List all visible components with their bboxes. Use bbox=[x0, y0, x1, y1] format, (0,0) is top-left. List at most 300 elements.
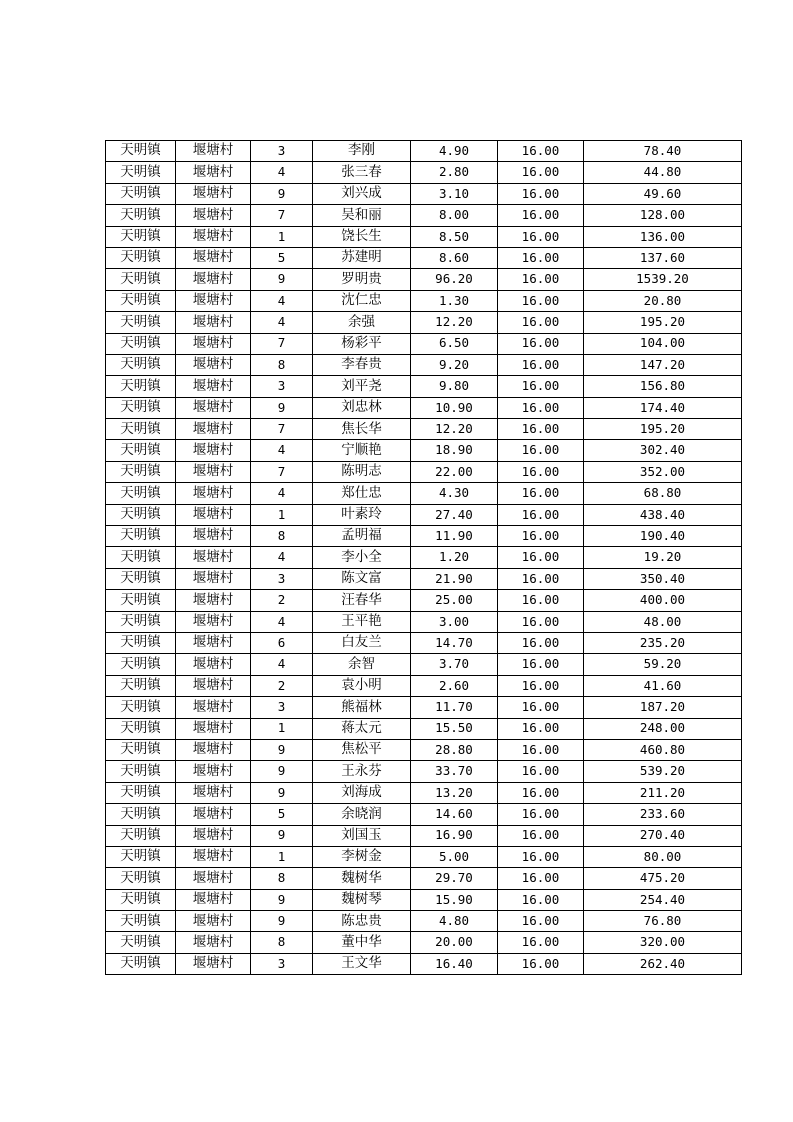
name-cell: 孟明福 bbox=[313, 526, 411, 547]
rate-cell: 16.00 bbox=[498, 547, 584, 568]
table-row bbox=[106, 354, 742, 375]
name-cell: 王文华 bbox=[313, 953, 411, 974]
amount-cell: 44.80 bbox=[584, 162, 742, 183]
rate-cell: 16.00 bbox=[498, 247, 584, 268]
village-cell: 堰塘村 bbox=[176, 911, 251, 932]
village-cell: 堰塘村 bbox=[176, 825, 251, 846]
rate-cell: 16.00 bbox=[498, 846, 584, 867]
village-cell: 堰塘村 bbox=[176, 697, 251, 718]
town-cell: 天明镇 bbox=[106, 590, 176, 611]
area-cell: 9.20 bbox=[411, 354, 498, 375]
amount-cell: 270.40 bbox=[584, 825, 742, 846]
name-cell: 刘国玉 bbox=[313, 825, 411, 846]
town-cell: 天明镇 bbox=[106, 333, 176, 354]
area-cell: 15.90 bbox=[411, 889, 498, 910]
village-cell: 堰塘村 bbox=[176, 526, 251, 547]
group-cell: 8 bbox=[251, 932, 313, 953]
table-row bbox=[106, 761, 742, 782]
name-cell: 李刚 bbox=[313, 141, 411, 162]
town-cell: 天明镇 bbox=[106, 568, 176, 589]
table-row bbox=[106, 483, 742, 504]
amount-cell: 104.00 bbox=[584, 333, 742, 354]
group-cell: 9 bbox=[251, 889, 313, 910]
amount-cell: 195.20 bbox=[584, 419, 742, 440]
town-cell: 天明镇 bbox=[106, 354, 176, 375]
area-cell: 9.80 bbox=[411, 376, 498, 397]
village-cell: 堰塘村 bbox=[176, 183, 251, 204]
table-row bbox=[106, 825, 742, 846]
name-cell: 张三春 bbox=[313, 162, 411, 183]
group-cell: 9 bbox=[251, 782, 313, 803]
area-cell: 16.90 bbox=[411, 825, 498, 846]
village-cell: 堰塘村 bbox=[176, 205, 251, 226]
area-cell: 1.20 bbox=[411, 547, 498, 568]
group-cell: 8 bbox=[251, 868, 313, 889]
rate-cell: 16.00 bbox=[498, 739, 584, 760]
name-cell: 刘忠林 bbox=[313, 397, 411, 418]
table-row bbox=[106, 397, 742, 418]
table-row bbox=[106, 675, 742, 696]
amount-cell: 233.60 bbox=[584, 804, 742, 825]
amount-cell: 48.00 bbox=[584, 611, 742, 632]
village-cell: 堰塘村 bbox=[176, 376, 251, 397]
name-cell: 袁小明 bbox=[313, 675, 411, 696]
name-cell: 王永芬 bbox=[313, 761, 411, 782]
town-cell: 天明镇 bbox=[106, 269, 176, 290]
name-cell: 陈文富 bbox=[313, 568, 411, 589]
group-cell: 9 bbox=[251, 761, 313, 782]
table-row bbox=[106, 953, 742, 974]
table-row bbox=[106, 804, 742, 825]
group-cell: 4 bbox=[251, 547, 313, 568]
village-cell: 堰塘村 bbox=[176, 461, 251, 482]
amount-cell: 460.80 bbox=[584, 739, 742, 760]
area-cell: 5.00 bbox=[411, 846, 498, 867]
group-cell: 4 bbox=[251, 312, 313, 333]
group-cell: 5 bbox=[251, 247, 313, 268]
amount-cell: 1539.20 bbox=[584, 269, 742, 290]
name-cell: 李树金 bbox=[313, 846, 411, 867]
table-row bbox=[106, 697, 742, 718]
amount-cell: 187.20 bbox=[584, 697, 742, 718]
rate-cell: 16.00 bbox=[498, 397, 584, 418]
village-cell: 堰塘村 bbox=[176, 141, 251, 162]
amount-cell: 76.80 bbox=[584, 911, 742, 932]
amount-cell: 539.20 bbox=[584, 761, 742, 782]
name-cell: 刘海成 bbox=[313, 782, 411, 803]
group-cell: 9 bbox=[251, 397, 313, 418]
village-cell: 堰塘村 bbox=[176, 568, 251, 589]
village-cell: 堰塘村 bbox=[176, 590, 251, 611]
area-cell: 6.50 bbox=[411, 333, 498, 354]
area-cell: 21.90 bbox=[411, 568, 498, 589]
table-row bbox=[106, 226, 742, 247]
name-cell: 杨彩平 bbox=[313, 333, 411, 354]
village-cell: 堰塘村 bbox=[176, 483, 251, 504]
table-row bbox=[106, 547, 742, 568]
table-row bbox=[106, 590, 742, 611]
group-cell: 2 bbox=[251, 675, 313, 696]
town-cell: 天明镇 bbox=[106, 846, 176, 867]
table-row bbox=[106, 739, 742, 760]
town-cell: 天明镇 bbox=[106, 440, 176, 461]
name-cell: 吴和丽 bbox=[313, 205, 411, 226]
area-cell: 11.70 bbox=[411, 697, 498, 718]
town-cell: 天明镇 bbox=[106, 504, 176, 525]
town-cell: 天明镇 bbox=[106, 718, 176, 739]
amount-cell: 350.40 bbox=[584, 568, 742, 589]
name-cell: 董中华 bbox=[313, 932, 411, 953]
town-cell: 天明镇 bbox=[106, 825, 176, 846]
area-cell: 2.60 bbox=[411, 675, 498, 696]
name-cell: 刘平尧 bbox=[313, 376, 411, 397]
village-cell: 堰塘村 bbox=[176, 782, 251, 803]
rate-cell: 16.00 bbox=[498, 333, 584, 354]
town-cell: 天明镇 bbox=[106, 141, 176, 162]
name-cell: 魏树华 bbox=[313, 868, 411, 889]
area-cell: 28.80 bbox=[411, 739, 498, 760]
rate-cell: 16.00 bbox=[498, 354, 584, 375]
village-cell: 堰塘村 bbox=[176, 504, 251, 525]
area-cell: 4.80 bbox=[411, 911, 498, 932]
village-cell: 堰塘村 bbox=[176, 889, 251, 910]
rate-cell: 16.00 bbox=[498, 804, 584, 825]
rate-cell: 16.00 bbox=[498, 590, 584, 611]
table-row bbox=[106, 611, 742, 632]
town-cell: 天明镇 bbox=[106, 868, 176, 889]
area-cell: 2.80 bbox=[411, 162, 498, 183]
name-cell: 余强 bbox=[313, 312, 411, 333]
name-cell: 陈明志 bbox=[313, 461, 411, 482]
area-cell: 4.90 bbox=[411, 141, 498, 162]
town-cell: 天明镇 bbox=[106, 397, 176, 418]
town-cell: 天明镇 bbox=[106, 697, 176, 718]
village-cell: 堰塘村 bbox=[176, 868, 251, 889]
town-cell: 天明镇 bbox=[106, 526, 176, 547]
table-row bbox=[106, 932, 742, 953]
rate-cell: 16.00 bbox=[498, 183, 584, 204]
table-row bbox=[106, 911, 742, 932]
village-cell: 堰塘村 bbox=[176, 269, 251, 290]
village-cell: 堰塘村 bbox=[176, 440, 251, 461]
group-cell: 1 bbox=[251, 718, 313, 739]
table-row bbox=[106, 782, 742, 803]
name-cell: 郑仕忠 bbox=[313, 483, 411, 504]
rate-cell: 16.00 bbox=[498, 440, 584, 461]
amount-cell: 19.20 bbox=[584, 547, 742, 568]
group-cell: 3 bbox=[251, 568, 313, 589]
amount-cell: 195.20 bbox=[584, 312, 742, 333]
rate-cell: 16.00 bbox=[498, 290, 584, 311]
rate-cell: 16.00 bbox=[498, 889, 584, 910]
town-cell: 天明镇 bbox=[106, 932, 176, 953]
name-cell: 饶长生 bbox=[313, 226, 411, 247]
rate-cell: 16.00 bbox=[498, 632, 584, 653]
name-cell: 宁顺艳 bbox=[313, 440, 411, 461]
table-row bbox=[106, 461, 742, 482]
area-cell: 20.00 bbox=[411, 932, 498, 953]
amount-cell: 20.80 bbox=[584, 290, 742, 311]
group-cell: 4 bbox=[251, 290, 313, 311]
name-cell: 余晓润 bbox=[313, 804, 411, 825]
table-row bbox=[106, 718, 742, 739]
group-cell: 4 bbox=[251, 162, 313, 183]
town-cell: 天明镇 bbox=[106, 804, 176, 825]
amount-cell: 41.60 bbox=[584, 675, 742, 696]
rate-cell: 16.00 bbox=[498, 312, 584, 333]
name-cell: 刘兴成 bbox=[313, 183, 411, 204]
town-cell: 天明镇 bbox=[106, 205, 176, 226]
rate-cell: 16.00 bbox=[498, 461, 584, 482]
name-cell: 罗明贵 bbox=[313, 269, 411, 290]
rate-cell: 16.00 bbox=[498, 483, 584, 504]
table-row bbox=[106, 376, 742, 397]
village-cell: 堰塘村 bbox=[176, 226, 251, 247]
name-cell: 白友兰 bbox=[313, 632, 411, 653]
town-cell: 天明镇 bbox=[106, 611, 176, 632]
town-cell: 天明镇 bbox=[106, 675, 176, 696]
table-row bbox=[106, 333, 742, 354]
rate-cell: 16.00 bbox=[498, 911, 584, 932]
group-cell: 8 bbox=[251, 526, 313, 547]
table-body bbox=[106, 141, 742, 975]
village-cell: 堰塘村 bbox=[176, 804, 251, 825]
rate-cell: 16.00 bbox=[498, 419, 584, 440]
rate-cell: 16.00 bbox=[498, 697, 584, 718]
group-cell: 1 bbox=[251, 846, 313, 867]
group-cell: 4 bbox=[251, 440, 313, 461]
area-cell: 29.70 bbox=[411, 868, 498, 889]
town-cell: 天明镇 bbox=[106, 911, 176, 932]
table-row bbox=[106, 141, 742, 162]
rate-cell: 16.00 bbox=[498, 718, 584, 739]
amount-cell: 262.40 bbox=[584, 953, 742, 974]
name-cell: 熊福林 bbox=[313, 697, 411, 718]
town-cell: 天明镇 bbox=[106, 654, 176, 675]
table-row bbox=[106, 440, 742, 461]
table-row bbox=[106, 632, 742, 653]
name-cell: 王平艳 bbox=[313, 611, 411, 632]
village-cell: 堰塘村 bbox=[176, 654, 251, 675]
amount-cell: 68.80 bbox=[584, 483, 742, 504]
amount-cell: 248.00 bbox=[584, 718, 742, 739]
group-cell: 1 bbox=[251, 226, 313, 247]
table-row bbox=[106, 526, 742, 547]
rate-cell: 16.00 bbox=[498, 953, 584, 974]
table-row bbox=[106, 162, 742, 183]
amount-cell: 174.40 bbox=[584, 397, 742, 418]
rate-cell: 16.00 bbox=[498, 376, 584, 397]
group-cell: 4 bbox=[251, 654, 313, 675]
village-cell: 堰塘村 bbox=[176, 846, 251, 867]
town-cell: 天明镇 bbox=[106, 739, 176, 760]
town-cell: 天明镇 bbox=[106, 290, 176, 311]
group-cell: 7 bbox=[251, 333, 313, 354]
amount-cell: 156.80 bbox=[584, 376, 742, 397]
name-cell: 陈忠贵 bbox=[313, 911, 411, 932]
group-cell: 5 bbox=[251, 804, 313, 825]
area-cell: 3.70 bbox=[411, 654, 498, 675]
table-row bbox=[106, 183, 742, 204]
village-cell: 堰塘村 bbox=[176, 739, 251, 760]
table-row bbox=[106, 312, 742, 333]
rate-cell: 16.00 bbox=[498, 675, 584, 696]
area-cell: 16.40 bbox=[411, 953, 498, 974]
amount-cell: 80.00 bbox=[584, 846, 742, 867]
area-cell: 4.30 bbox=[411, 483, 498, 504]
amount-cell: 320.00 bbox=[584, 932, 742, 953]
area-cell: 3.10 bbox=[411, 183, 498, 204]
table-row bbox=[106, 290, 742, 311]
name-cell: 汪春华 bbox=[313, 590, 411, 611]
table-row bbox=[106, 247, 742, 268]
area-cell: 14.70 bbox=[411, 632, 498, 653]
group-cell: 8 bbox=[251, 354, 313, 375]
rate-cell: 16.00 bbox=[498, 141, 584, 162]
village-cell: 堰塘村 bbox=[176, 718, 251, 739]
town-cell: 天明镇 bbox=[106, 183, 176, 204]
rate-cell: 16.00 bbox=[498, 654, 584, 675]
group-cell: 1 bbox=[251, 504, 313, 525]
group-cell: 7 bbox=[251, 419, 313, 440]
village-cell: 堰塘村 bbox=[176, 419, 251, 440]
group-cell: 9 bbox=[251, 739, 313, 760]
rate-cell: 16.00 bbox=[498, 868, 584, 889]
name-cell: 余智 bbox=[313, 654, 411, 675]
area-cell: 8.60 bbox=[411, 247, 498, 268]
name-cell: 李春贵 bbox=[313, 354, 411, 375]
name-cell: 蒋太元 bbox=[313, 718, 411, 739]
amount-cell: 438.40 bbox=[584, 504, 742, 525]
area-cell: 15.50 bbox=[411, 718, 498, 739]
amount-cell: 59.20 bbox=[584, 654, 742, 675]
area-cell: 8.00 bbox=[411, 205, 498, 226]
town-cell: 天明镇 bbox=[106, 547, 176, 568]
area-cell: 33.70 bbox=[411, 761, 498, 782]
name-cell: 焦长华 bbox=[313, 419, 411, 440]
area-cell: 11.90 bbox=[411, 526, 498, 547]
name-cell: 沈仁忠 bbox=[313, 290, 411, 311]
town-cell: 天明镇 bbox=[106, 419, 176, 440]
area-cell: 13.20 bbox=[411, 782, 498, 803]
rate-cell: 16.00 bbox=[498, 504, 584, 525]
amount-cell: 400.00 bbox=[584, 590, 742, 611]
name-cell: 苏建明 bbox=[313, 247, 411, 268]
group-cell: 9 bbox=[251, 911, 313, 932]
group-cell: 6 bbox=[251, 632, 313, 653]
area-cell: 12.20 bbox=[411, 419, 498, 440]
rate-cell: 16.00 bbox=[498, 568, 584, 589]
group-cell: 3 bbox=[251, 376, 313, 397]
amount-cell: 136.00 bbox=[584, 226, 742, 247]
town-cell: 天明镇 bbox=[106, 953, 176, 974]
village-cell: 堰塘村 bbox=[176, 333, 251, 354]
amount-cell: 235.20 bbox=[584, 632, 742, 653]
rate-cell: 16.00 bbox=[498, 526, 584, 547]
group-cell: 4 bbox=[251, 611, 313, 632]
table-row bbox=[106, 205, 742, 226]
area-cell: 96.20 bbox=[411, 269, 498, 290]
town-cell: 天明镇 bbox=[106, 761, 176, 782]
village-cell: 堰塘村 bbox=[176, 162, 251, 183]
rate-cell: 16.00 bbox=[498, 825, 584, 846]
rate-cell: 16.00 bbox=[498, 782, 584, 803]
name-cell: 焦松平 bbox=[313, 739, 411, 760]
village-cell: 堰塘村 bbox=[176, 247, 251, 268]
amount-cell: 302.40 bbox=[584, 440, 742, 461]
town-cell: 天明镇 bbox=[106, 312, 176, 333]
town-cell: 天明镇 bbox=[106, 376, 176, 397]
area-cell: 14.60 bbox=[411, 804, 498, 825]
name-cell: 魏树琴 bbox=[313, 889, 411, 910]
name-cell: 李小全 bbox=[313, 547, 411, 568]
rate-cell: 16.00 bbox=[498, 761, 584, 782]
group-cell: 4 bbox=[251, 483, 313, 504]
town-cell: 天明镇 bbox=[106, 483, 176, 504]
amount-cell: 254.40 bbox=[584, 889, 742, 910]
area-cell: 25.00 bbox=[411, 590, 498, 611]
name-cell: 叶素玲 bbox=[313, 504, 411, 525]
area-cell: 22.00 bbox=[411, 461, 498, 482]
rate-cell: 16.00 bbox=[498, 611, 584, 632]
table-row bbox=[106, 868, 742, 889]
area-cell: 27.40 bbox=[411, 504, 498, 525]
group-cell: 7 bbox=[251, 205, 313, 226]
amount-cell: 49.60 bbox=[584, 183, 742, 204]
village-cell: 堰塘村 bbox=[176, 932, 251, 953]
village-cell: 堰塘村 bbox=[176, 290, 251, 311]
area-cell: 8.50 bbox=[411, 226, 498, 247]
group-cell: 7 bbox=[251, 461, 313, 482]
town-cell: 天明镇 bbox=[106, 889, 176, 910]
town-cell: 天明镇 bbox=[106, 226, 176, 247]
town-cell: 天明镇 bbox=[106, 247, 176, 268]
rate-cell: 16.00 bbox=[498, 932, 584, 953]
amount-cell: 137.60 bbox=[584, 247, 742, 268]
table-row bbox=[106, 419, 742, 440]
area-cell: 12.20 bbox=[411, 312, 498, 333]
table-row bbox=[106, 504, 742, 525]
amount-cell: 128.00 bbox=[584, 205, 742, 226]
town-cell: 天明镇 bbox=[106, 461, 176, 482]
group-cell: 3 bbox=[251, 141, 313, 162]
amount-cell: 190.40 bbox=[584, 526, 742, 547]
village-cell: 堰塘村 bbox=[176, 397, 251, 418]
amount-cell: 352.00 bbox=[584, 461, 742, 482]
amount-cell: 78.40 bbox=[584, 141, 742, 162]
area-cell: 1.30 bbox=[411, 290, 498, 311]
rate-cell: 16.00 bbox=[498, 226, 584, 247]
town-cell: 天明镇 bbox=[106, 632, 176, 653]
group-cell: 3 bbox=[251, 697, 313, 718]
area-cell: 10.90 bbox=[411, 397, 498, 418]
amount-cell: 147.20 bbox=[584, 354, 742, 375]
village-cell: 堰塘村 bbox=[176, 354, 251, 375]
group-cell: 9 bbox=[251, 269, 313, 290]
village-cell: 堰塘村 bbox=[176, 547, 251, 568]
town-cell: 天明镇 bbox=[106, 782, 176, 803]
table-row bbox=[106, 889, 742, 910]
village-cell: 堰塘村 bbox=[176, 312, 251, 333]
area-cell: 3.00 bbox=[411, 611, 498, 632]
table-row bbox=[106, 846, 742, 867]
group-cell: 9 bbox=[251, 183, 313, 204]
group-cell: 9 bbox=[251, 825, 313, 846]
amount-cell: 211.20 bbox=[584, 782, 742, 803]
village-cell: 堰塘村 bbox=[176, 761, 251, 782]
area-cell: 18.90 bbox=[411, 440, 498, 461]
town-cell: 天明镇 bbox=[106, 162, 176, 183]
